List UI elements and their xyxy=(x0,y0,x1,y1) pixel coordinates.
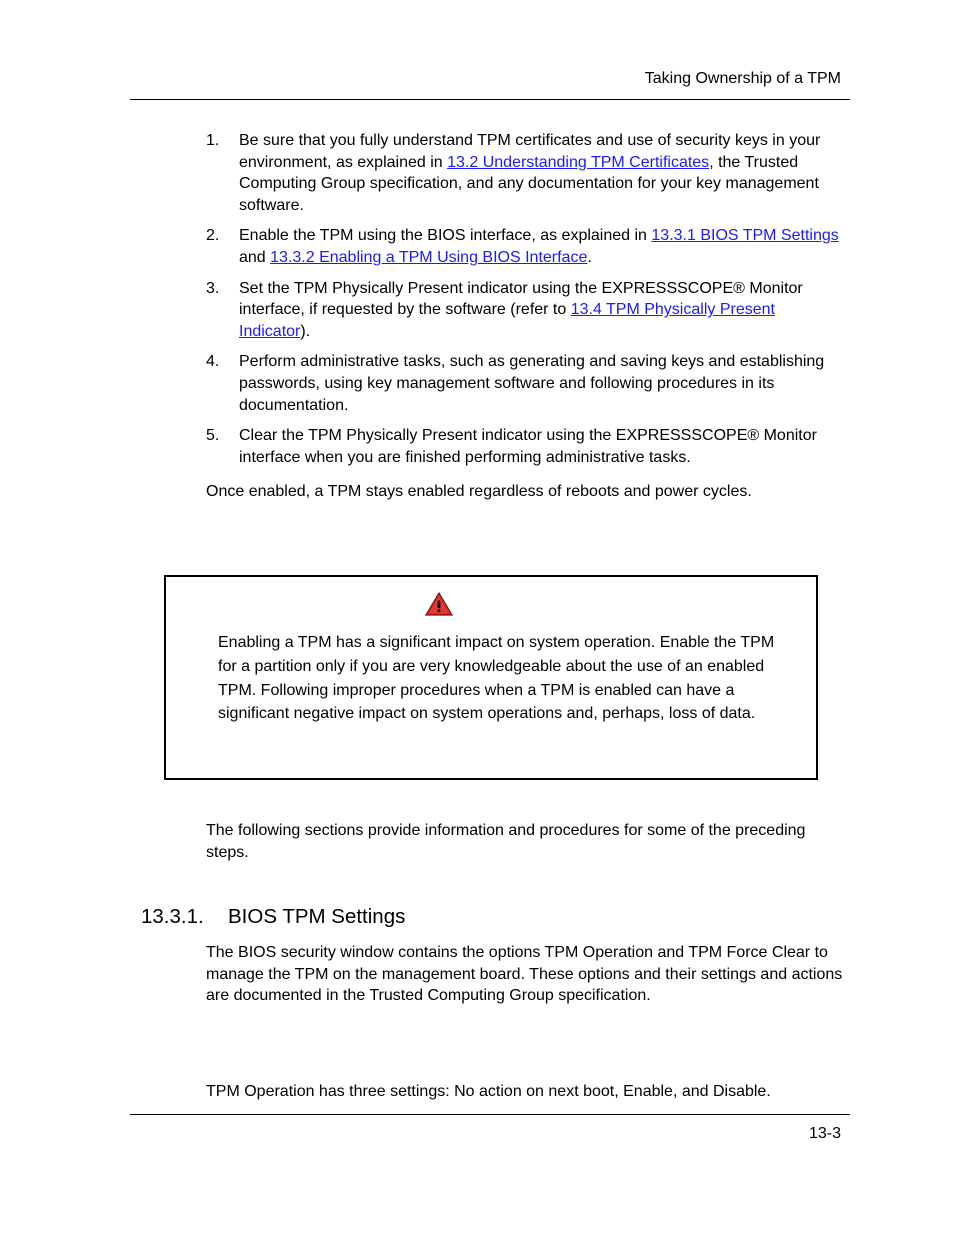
header-divider xyxy=(130,99,850,100)
step-2 xyxy=(206,225,846,268)
warning-box xyxy=(164,575,818,780)
enabled-note: Once enabled, a TPM stays enabled regardless of reboots and power cycles. xyxy=(206,483,752,500)
step-text: Set the TPM Physically Present indicator using the EXPRESSSCOPE® Monitor interface, if requested by the software (refer to xyxy=(239,279,803,319)
step-5 xyxy=(206,425,846,468)
link-tpm-physically-present-indicator[interactable]: 13.4 TPM Physically Present Indicator xyxy=(239,301,775,340)
step-text: Perform administrative tasks, such as generating and saving keys and establishing passwords, using key management software and following procedures in its documentation. xyxy=(239,353,825,414)
step-text: Be sure that you fully understand TPM certificates and use of security keys in your environment, as explained in xyxy=(239,132,821,171)
running-header-title: Taking Ownership of a TPM xyxy=(644,70,841,87)
step-text: , the Trusted Computing Group specification, and any documentation for your key management software. xyxy=(239,153,819,214)
step-number: 2. xyxy=(206,227,220,245)
step-text: . xyxy=(587,248,592,266)
following-sections-note: The following sections provide information and procedures for some of the preceding steps. xyxy=(206,822,806,861)
step-1 xyxy=(206,130,846,216)
section-title: BIOS TPM Settings xyxy=(228,905,406,928)
step-number: 4. xyxy=(206,353,220,371)
step-number: 3. xyxy=(206,279,220,297)
warning-triangle-icon xyxy=(425,592,453,616)
link-bios-tpm-settings[interactable]: 13.3.1 BIOS TPM Settings xyxy=(651,227,839,245)
tpm-operation-note: TPM Operation has three settings: No action on next boot, Enable, and Disable. xyxy=(206,1083,771,1100)
link-understanding-tpm-certificates[interactable]: 13.2 Understanding TPM Certificates xyxy=(447,153,710,171)
warning-text: Enabling a TPM has a significant impact on system operation. Enable the TPM for a partition only if you are very knowledgeable about the use of an enabled TPM. Following improper procedures when a TPM is enabled can have a significant negative impact on system operations and, perhaps, loss of data. xyxy=(218,634,775,723)
section-body: The BIOS security window contains the options TPM Operation and TPM Force Clear to manage the TPM on the management board. These options and their settings and actions are documented in the Trusted Computing Group specification. xyxy=(206,944,843,1005)
step-text: Clear the TPM Physically Present indicator using the EXPRESSSCOPE® Monitor interface when you are finished performing administrative tasks. xyxy=(239,427,817,466)
step-number: 1. xyxy=(206,132,220,149)
step-number: 5. xyxy=(206,427,220,445)
link-enabling-tpm-bios[interactable]: 13.3.2 Enabling a TPM Using BIOS Interface xyxy=(270,248,588,266)
step-3 xyxy=(206,278,846,343)
step-text: ). xyxy=(300,322,311,340)
step-text: Enable the TPM using the BIOS interface, as explained in xyxy=(239,227,652,245)
section-heading xyxy=(141,905,405,929)
step-4 xyxy=(206,351,846,416)
page-number: 13-3 xyxy=(808,1125,841,1142)
step-text: and xyxy=(239,248,271,266)
section-number: 13.3.1. xyxy=(141,905,204,928)
footer-divider xyxy=(130,1114,850,1115)
procedure-steps xyxy=(206,130,846,477)
